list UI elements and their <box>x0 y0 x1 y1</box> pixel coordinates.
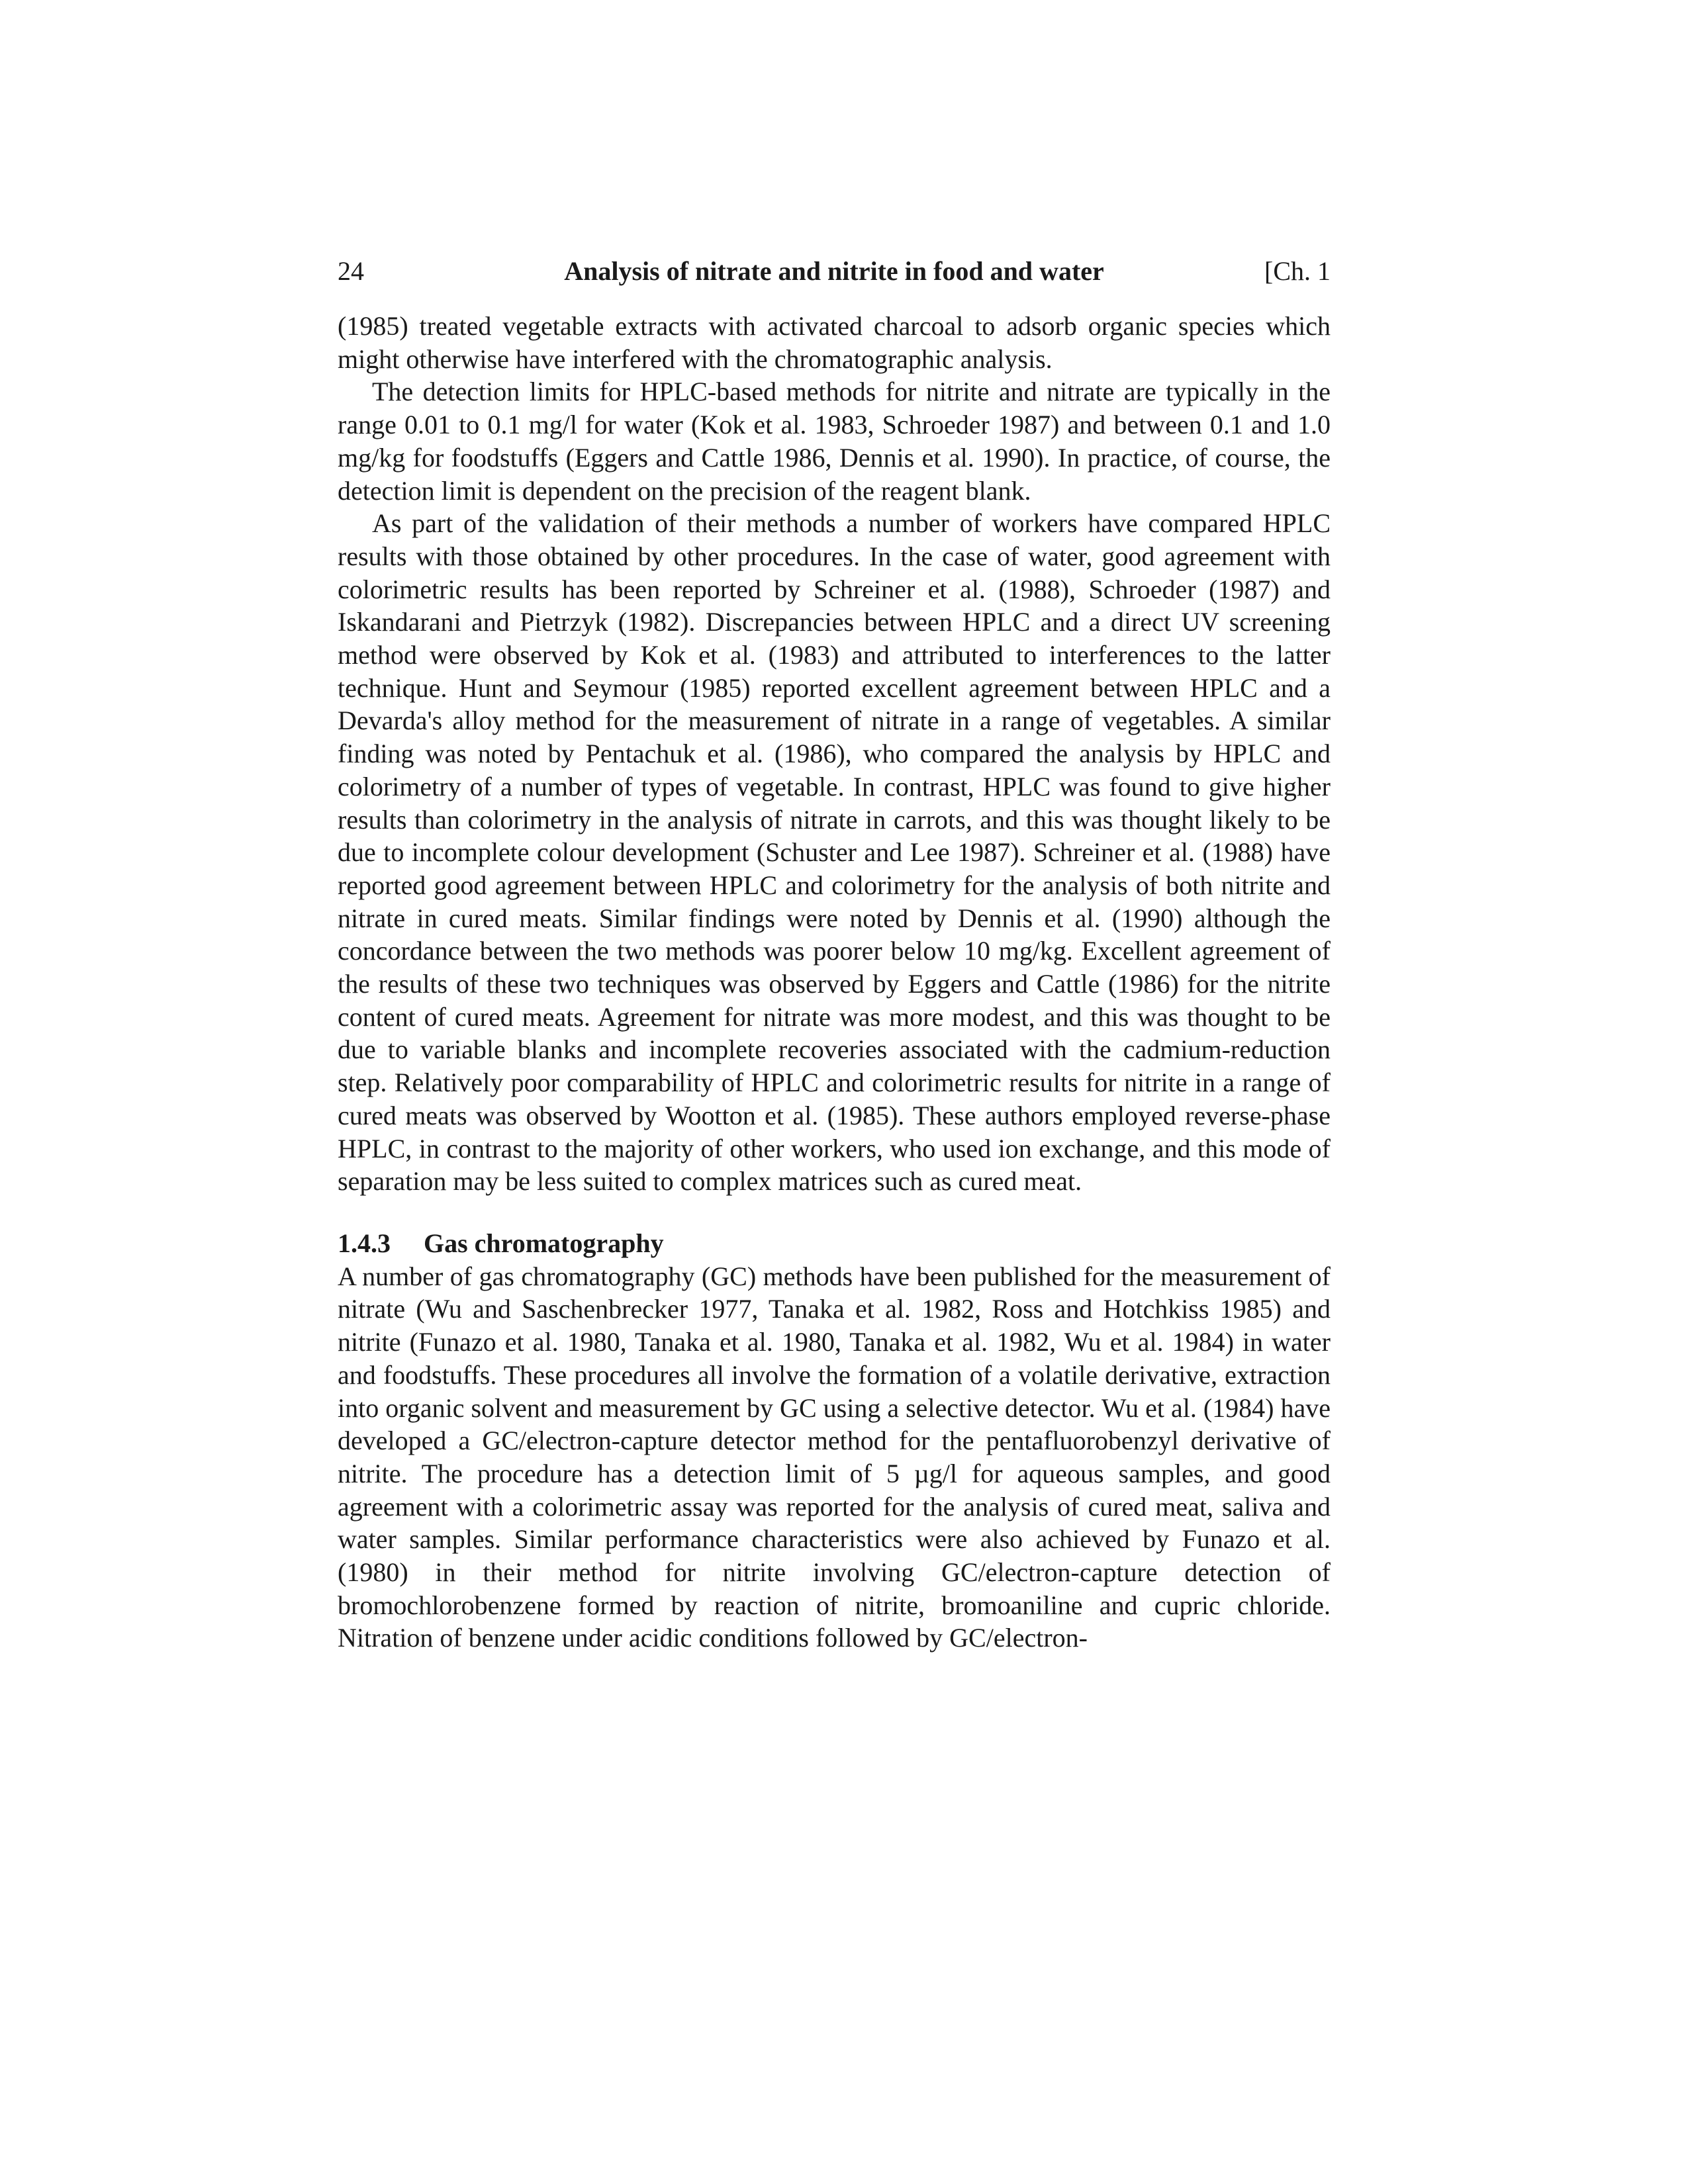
body-text <box>338 310 1331 1655</box>
book-page <box>338 251 1331 1655</box>
section-title: Gas chromatography <box>424 1228 664 1258</box>
running-title: Analysis of nitrate and nitrite in food and water <box>564 256 1104 286</box>
section-heading <box>338 1227 1331 1260</box>
page-number: 24 <box>338 256 364 286</box>
paragraph-continued: (1985) treated vegetable extracts with activated charcoal to adsorb organic species which might otherwise have interfered with the chromatographic analysis. <box>338 311 1331 374</box>
running-header <box>338 251 1331 291</box>
paragraph-gas-chromatography: A number of gas chromatography (GC) methods have been published for the measurement of nitrate (Wu and Saschenbrecker 1977, Tanaka et al. 1982, Ross and Hotchkiss 1985) and nitrite (Funazo et al. 1980, Tanaka et al. 1980, Tanaka et al. 1982, Wu et al. 1984) in water and foodstuffs. These procedures all involve the formation of a volatile derivative, extraction into organic solvent and measurement by GC using a selective detector. Wu et al. (1984) have developed a GC/electron-capture detector method for the pentafluorobenzyl derivative of nitrite. The procedure has a detection limit of 5 µg/l for aqueous samples, and good agreement with a colorimetric assay was reported for the analysis of cured meat, saliva and water samples. Similar performance characteristics were also achieved by Funazo et al. (1980) in their method for nitrite involving GC/electron-capture detection of bromochlorobenzene formed by reaction of nitrite, bromoaniline and cupric chloride. Nitration of benzene under acidic conditions followed by GC/electron- <box>338 1261 1331 1653</box>
paragraph-validation: As part of the validation of their methods a number of workers have compared HPLC results with those obtained by other procedures. In the case of water, good agreement with colorimetric results has been reported by Schreiner et al. (1988), Schroeder (1987) and Iskandarani and Pietrzyk (1982). Discrepancies between HPLC and a direct UV screening method were observed by Kok et al. (1983) and attributed to interferences to the latter technique. Hunt and Seymour (1985) reported excellent agreement between HPLC and a Devarda's alloy method for the measurement of nitrate in a range of vegetables. A similar finding was noted by Pentachuk et al. (1986), who compared the analysis by HPLC and colorimetry of a number of types of vegetable. In contrast, HPLC was found to give higher results than colorimetry in the analysis of nitrate in carrots, and this was thought likely to be due to incomplete colour development (Schuster and Lee 1987). Schreiner et al. (1988) have reported good agreement between HPLC and colorimetry for the analysis of both nitrite and nitrate in cured meats. Similar findings were noted by Dennis et al. (1990) although the concordance between the two methods was poorer below 10 mg/kg. Excellent agreement of the results of these two techniques was observed by Eggers and Cattle (1986) for the nitrite content of cured meats. Agreement for nitrate was more modest, and this was thought to be due to variable blanks and incomplete recoveries associated with the cadmium-reduction step. Relatively poor comparability of HPLC and colorimetric results for nitrite in a range of cured meats was observed by Wootton et al. (1985). These authors employed reverse-phase HPLC, in contrast to the majority of other workers, who used ion exchange, and this mode of separation may be less suited to complex matrices such as cured meat. <box>338 508 1331 1197</box>
paragraph-detection-limits: The detection limits for HPLC-based methods for nitrite and nitrate are typically in the range 0.01 to 0.1 mg/l for water (Kok et al. 1983, Schroeder 1987) and between 0.1 and 1.0 mg/kg for foodstuffs (Eggers and Cattle 1986, Dennis et al. 1990). In practice, of course, the detection limit is dependent on the precision of the reagent blank. <box>338 377 1331 506</box>
chapter-reference: [Ch. 1 <box>1264 256 1331 286</box>
section-number: 1.4.3 <box>338 1228 391 1258</box>
